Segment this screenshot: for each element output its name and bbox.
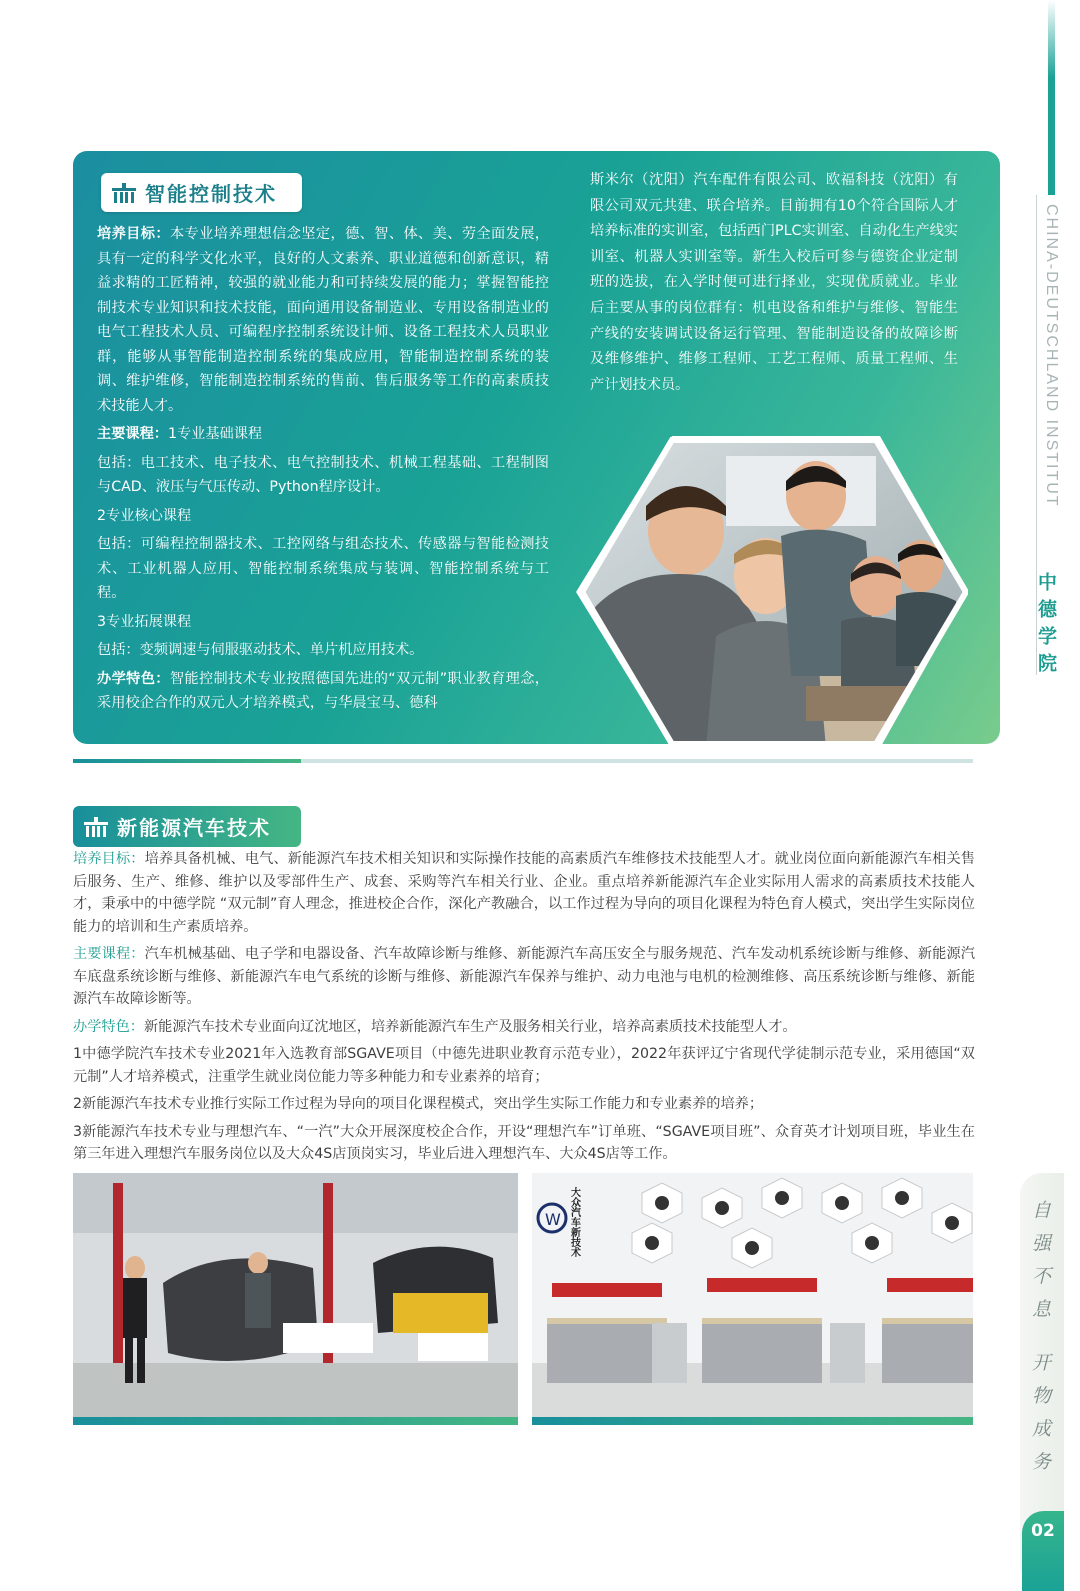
section-title: 智能控制技术 [145,182,277,206]
section-divider-accent [73,759,301,763]
feature-point-3: 3新能源汽车技术专业与理想汽车、“一汽”大众开展深度校企合作，开设“理想汽车”订单班、“SGAVE项目班”、众育英才计划项目班，毕业生在第三年进入理想汽车服务岗位以及大众4S店顶岗实习，毕业后进入理想汽车、大众4S店等工作。 [73,1123,975,1162]
section-title-badge-2 [73,806,301,847]
side-accent-bar [1048,0,1055,195]
course-group-3-title: 3专业拓展课程 [97,613,192,630]
course-group-2-text: 包括：可编程控制器技术、工控网络与组态技术、传感器与智能检测技术、工业机器人应用、智能控制系统集成与装调、智能控制系统与工程。 [97,536,549,601]
main-courses-heading [97,422,549,447]
main-courses-paragraph [73,943,975,1011]
school-feature-text: 智能控制技术专业按照德国先进的“双元制”职业教育理念，采用校企合作的双元人才培养模式，与华晨宝马、德科 [97,670,549,711]
school-feature-paragraph [97,667,549,716]
feature-point-2: 2新能源汽车技术专业推行实际工作过程为导向的项目化课程模式，突出学生实际工作能力和专业素养的培养； [73,1096,764,1112]
section1-right-column-text: 斯米尔（沈阳）汽车配件有限公司、欧福科技（沈阳）有限公司双元共建、联合培养。目前拥有10个符合国际人才培养标准的实训室，包括西门PLC实训室、自动化生产线实训室、机器人实训室等。新生入校后可参与德资企业定制班的选拔，在入学时便可进行择业，实现优质就业。毕业后主要从事的岗位群有：机电设备和维护与维修、智能生产线的安装调试设备运行管理、智能制造设备的故障诊断及维修维护、维修工程师、工艺工程师、质量工程师、生产计划技术员。 [590,172,958,393]
car-workshop-photo [73,1173,518,1425]
school-feature-label: 办学特色： [73,1018,144,1035]
school-feature-paragraph [73,1016,975,1039]
main-courses-text: 汽车机械基础、电子学和电器设备、汽车故障诊断与维修、新能源汽车高压安全与服务规范、汽车发动机系统诊断与维修、新能源汽车底盘系统诊断与维修、新能源汽车电气系统的诊断与维修、新能源汽车保养与维护、动力电池与电机的检测维修、高压系统诊断与维修、新能源汽车故障诊断等。 [73,946,975,1007]
students-lab-photo [576,436,968,748]
side-english-title: CHINA-DEUTSCHLAND INSTITUT [1043,204,1060,508]
lab-sign: 大众汽车新技术 [568,1187,580,1257]
gate-logo-icon [83,816,109,838]
main-courses-label: 主要课程： [73,946,145,962]
school-feature-label: 办学特色： [97,670,170,687]
section1-left-column [97,222,549,720]
training-goal-paragraph [73,848,975,938]
course-group-2-title: 2专业核心课程 [97,507,192,524]
training-goal-text: 本专业培养理想信念坚定，德、智、体、美、劳全面发展，具有一定的科学文化水平，良好的人文素养、职业道德和创新意识，精益求精的工匠精神，较强的就业能力和可持续发展的能力；掌握智能控制技术专业知识和技术技能，面向通用设备制造业、专用设备制造业的电气工程技术人员、可编程序控制系统设计师、设备工程技术人员职业群，能够从事智能制造控制系统的集成应用，智能制造控制系统的装调、维护维修，智能制造控制系统的售前、售后服务等工作的高素质技术技能人才。 [97,226,549,414]
training-goal-label: 培养目标： [97,226,170,242]
main-courses-label: 主要课程： [97,426,168,442]
photo-accent-strip [532,1417,973,1425]
school-feature-text: 新能源汽车技术专业面向辽沈地区，培养新能源汽车生产及服务相关行业，培养高素质技术技能型人才。 [143,1018,797,1035]
school-motto: 自强不息 开物成务 [1029,1200,1051,1485]
gate-logo-icon [111,182,137,204]
section2-body [73,848,975,1171]
side-chinese-title: 中德学院 [1035,572,1057,680]
vw-lab-photo [532,1173,973,1425]
training-goal-label: 培养目标： [73,851,145,867]
section-title: 新能源汽车技术 [117,816,271,840]
page-number: 02 [1022,1511,1064,1591]
feature-point-1: 1中德学院汽车技术专业2021年入选教育部SGAVE项目（中德先进职业教育示范专业），2022年获评辽宁省现代学徒制示范专业，采用德国“双元制”人才培养模式，注重学生就业岗位能力等多种能力和专业素养的培育； [73,1046,975,1085]
training-goal-text: 培养具备机械、电气、新能源汽车技术相关知识和实际操作技能的高素质汽车维修技术技能型人才。就业岗位面向新能源汽车相关售后服务、生产、维修、维护以及零部件生产、成套、采购等汽车相关行业、企业。重点培养新能源汽车企业实际用人需求的高素质技术技能人才，秉承中的中德学院 “双元制”育人理念，推进校企合作，深化产教融合，以工作过程为导向的项目化课程为特色育人模式，突出学生实际岗位能力的培训和生产素质培养。 [73,851,975,935]
course-group-1-text: 包括：电工技术、电子技术、电气控制技术、机械工程基础、工程制图与CAD、液压与气压传动、Python程序设计。 [97,454,549,495]
section-title-badge [101,173,302,212]
course-group-3-text: 包括：变频调速与伺服驱动技术、单片机应用技术。 [97,642,424,658]
course-group-1-title: 1专业基础课程 [167,426,263,442]
training-goal-paragraph [97,222,549,418]
photo-accent-strip [73,1417,518,1425]
vw-logo-icon: W [545,1210,561,1229]
